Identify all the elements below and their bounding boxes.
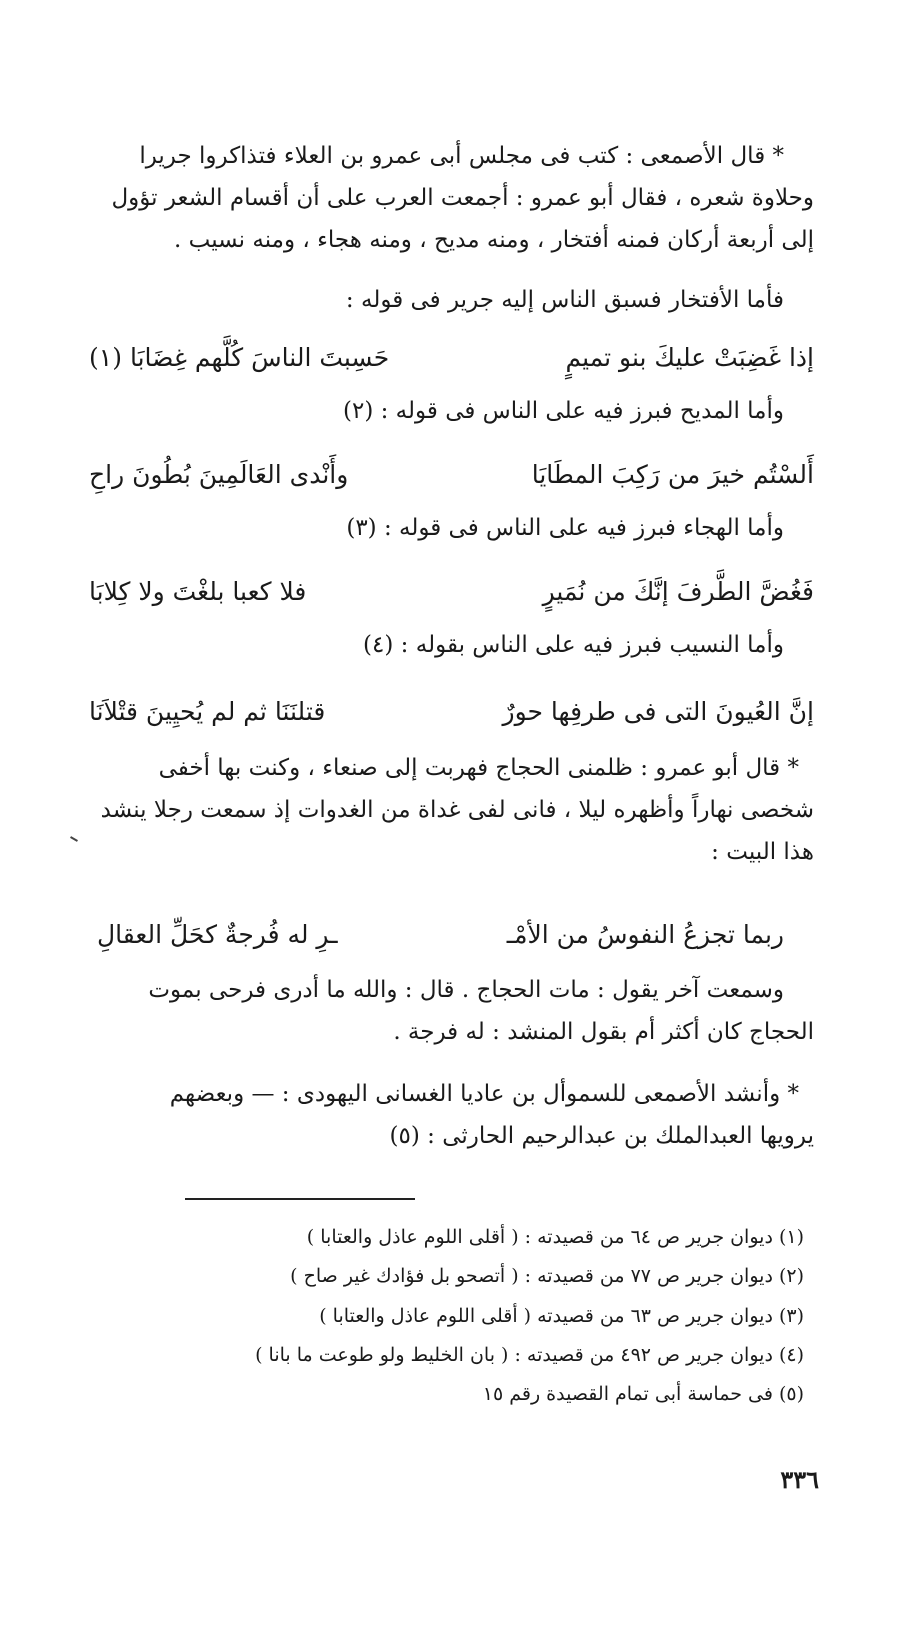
intro-hija: وأما الهجاء فبرز فيه على الناس فى قوله : (٣) — [346, 515, 784, 541]
footnote-4: (٤) ديوان جرير ص ٤٩٢ من قصيدته : ( بان الخليط ولو طوعت ما بانا ) — [255, 1344, 804, 1366]
verse-5-second-hemistich: ـرِ له فُرجةٌ كحَلِّ العقالِ — [97, 920, 338, 949]
verse-1-second-hemistich: حَسِبتَ الناسَ كُلَّهم غِضَابَا — [129, 343, 390, 372]
verse-1 — [89, 338, 814, 378]
paragraph-abu-amr-line-3: هذا البيت : — [711, 839, 814, 865]
verse-3-first-hemistich: فَغُضَّ الطَّرفَ إنَّكَ من نُمَيرٍ — [542, 577, 814, 606]
paragraph-samawal-line-2: يرويها العبدالملك بن عبدالرحيم الحارثى : (٥) — [389, 1123, 814, 1149]
verse-3-second-hemistich: فلا كعبا بلغْتَ ولا كِلابَا — [89, 577, 307, 606]
verse-5-first-hemistich: ربما تجزعُ النفوسُ من الأمْـ — [506, 920, 784, 949]
verse-3 — [89, 572, 814, 612]
paragraph-hajjaj-line-2: الحجاج كان أكثر أم بقول المنشد : له فرجة . — [393, 1019, 814, 1045]
paragraph-asmai-line-2: وحلاوة شعره ، فقال أبو عمرو : أجمعت العرب على أن أقسام الشعر تؤول — [111, 185, 814, 211]
verse-5 — [89, 915, 814, 955]
verse-4-first-hemistich: إنَّ العُيونَ التى فى طرفِها حورٌ — [502, 697, 814, 726]
footnote-5: (٥) فى حماسة أبى تمام القصيدة رقم ١٥ — [482, 1383, 804, 1405]
verse-1-first-hemistich: إذا غَضِبَتْ عليكَ بنو تميمٍ — [565, 343, 814, 372]
intro-madih: وأما المديح فبرز فيه على الناس فى قوله : (٢) — [342, 398, 784, 424]
verse-4 — [89, 692, 814, 732]
page-number: ٣٣٦ — [780, 1465, 819, 1494]
verse-2-second-hemistich: وأَنْدى العَالَمِينَ بُطُونَ راحِ — [89, 460, 349, 489]
intro-nasib: وأما النسيب فبرز فيه على الناس بقوله : (٤) — [363, 632, 784, 658]
verse-2 — [89, 455, 814, 495]
paragraph-samawal-line-1: * وأنشد الأصمعى للسموأل بن عاديا الغسانى اليهودى : — وبعضهم — [169, 1081, 799, 1107]
footnote-1: (١) ديوان جرير ص ٦٤ من قصيدته : ( أقلى اللوم عاذل والعتابا ) — [306, 1226, 804, 1248]
margin-mark — [70, 836, 78, 842]
paragraph-asmai-line-1: * قال الأصمعى : كتب فى مجلس أبى عمرو بن العلاء فتذاكروا جريرا — [139, 143, 784, 169]
intro-fakhr: فأما الأفتخار فسبق الناس إليه جرير فى قوله : — [345, 287, 784, 313]
footnote-ref-1: (١) — [89, 343, 122, 372]
footnote-3: (٣) ديوان جرير ص ٦٣ من قصيدته ( أقلى اللوم عاذل والعتابا ) — [319, 1305, 804, 1327]
paragraph-abu-amr-line-2: شخصى نهاراً وأظهره ليلا ، فانى لفى غداة من الغدوات إذ سمعت رجلا ينشد — [100, 797, 814, 823]
verse-1-second-group — [89, 338, 389, 378]
paragraph-hajjaj-line-1: وسمعت آخر يقول : مات الحجاج . قال : والله ما أدرى فرحى بموت — [148, 977, 784, 1003]
footnote-2: (٢) ديوان جرير ص ٧٧ من قصيدته : ( أتصحو بل فؤادك غير صاح ) — [290, 1265, 804, 1287]
verse-4-second-hemistich: قتلنَنَا ثم لم يُحيِينَ قتْلاَنَا — [89, 697, 326, 726]
footnote-divider — [185, 1198, 415, 1200]
verse-2-first-hemistich: أَلسْتُم خيرَ من رَكِبَ المطَايَا — [531, 460, 814, 489]
paragraph-abu-amr-line-1: * قال أبو عمرو : ظلمنى الحجاج فهربت إلى صنعاء ، وكنت بها أخفى — [158, 755, 799, 781]
paragraph-asmai-line-3: إلى أربعة أركان فمنه أفتخار ، ومنه مديح ، ومنه هجاء ، ومنه نسيب . — [173, 227, 814, 253]
